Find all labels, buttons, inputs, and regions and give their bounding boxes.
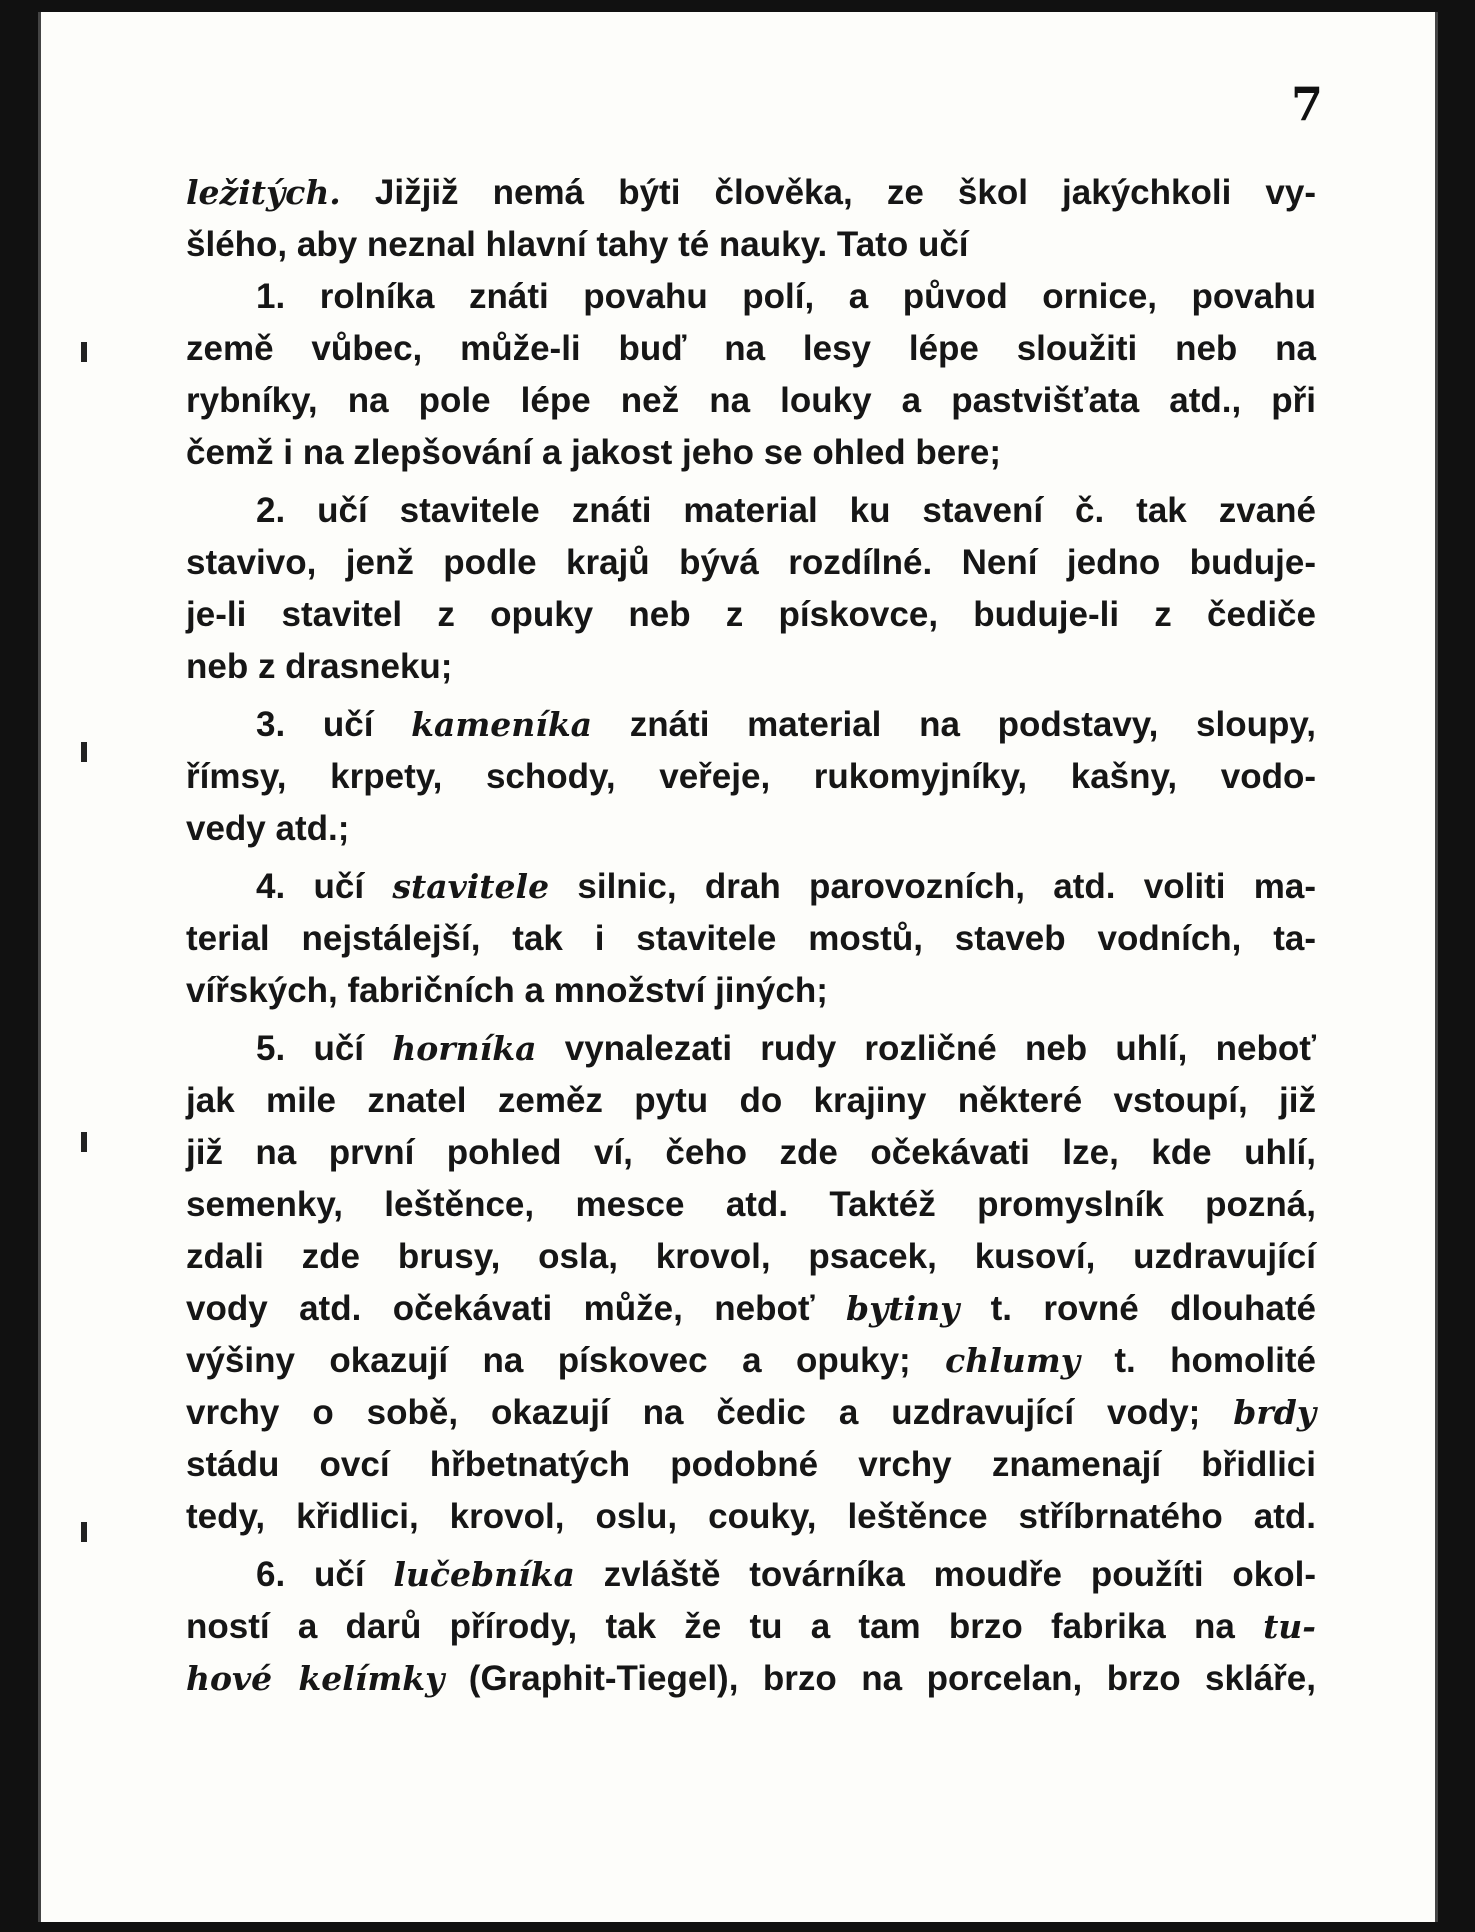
margin-mark xyxy=(81,742,87,762)
text-segment: 5. učí xyxy=(256,1029,393,1068)
text-line xyxy=(186,803,1316,855)
text-line xyxy=(186,1653,1316,1705)
text-segment: tedy, křidlici, krovol, oslu, couky, leštěnce stříbrnatého atd. xyxy=(186,1497,1316,1536)
text-segment: Jižjiž nemá býti člověka, ze škol jakýchkoli vy- xyxy=(340,173,1316,212)
text-line xyxy=(186,1179,1316,1231)
text-line xyxy=(186,1549,1316,1601)
text-segment: 1. rolníka znáti povahu polí, a původ ornice, povahu xyxy=(256,277,1316,316)
text-line xyxy=(186,1231,1316,1283)
text-line xyxy=(186,861,1316,913)
text-segment: 4. učí xyxy=(256,867,393,906)
text-segment: (Graphit-Tiegel), brzo na porcelan, brzo skláře, xyxy=(444,1659,1316,1698)
text-line xyxy=(186,375,1316,427)
text-line xyxy=(186,1075,1316,1127)
text-line xyxy=(186,427,1316,479)
text-segment: šlého, aby neznal hlavní tahy té nauky. Tato učí xyxy=(186,225,969,264)
italic-term: kameníka xyxy=(411,705,593,744)
text-line xyxy=(186,699,1316,751)
text-segment: vody atd. očekávati může, neboť xyxy=(186,1289,847,1328)
text-segment: vrchy o sobě, okazují na čedic a uzdravující vody; xyxy=(186,1393,1234,1432)
text-line xyxy=(186,1491,1316,1543)
italic-term: brdy xyxy=(1233,1393,1316,1432)
text-line xyxy=(186,1335,1316,1387)
text-line xyxy=(186,537,1316,589)
text-segment: terial nejstálejší, tak i stavitele mostů, staveb vodních, ta- xyxy=(186,919,1316,958)
text-line xyxy=(186,323,1316,375)
text-segment: země vůbec, může-li buď na lesy lépe sloužiti neb na xyxy=(186,329,1316,368)
text-line xyxy=(186,271,1316,323)
italic-term: stavitele xyxy=(392,867,550,906)
text-line xyxy=(186,485,1316,537)
text-segment: 6. učí xyxy=(256,1555,394,1594)
book-page xyxy=(38,12,1438,1922)
text-segment: stádu ovcí hřbetnatých podobné vrchy znamenají břidlici xyxy=(186,1445,1316,1484)
margin-mark xyxy=(81,1132,87,1152)
text-line xyxy=(186,589,1316,641)
italic-term: bytiny xyxy=(846,1289,960,1328)
text-segment: stavivo, jenž podle krajů bývá rozdílné. Není jedno buduje- xyxy=(186,543,1316,582)
italic-term: lučebníka xyxy=(393,1555,575,1594)
text-line xyxy=(186,219,1316,271)
text-segment: vynalezati rudy rozličné neb uhlí, neboť xyxy=(536,1029,1316,1068)
body-text xyxy=(186,167,1316,1705)
text-line xyxy=(186,1023,1316,1075)
text-segment: t. homolité xyxy=(1079,1341,1317,1380)
text-line xyxy=(186,1387,1316,1439)
margin-mark xyxy=(81,342,87,362)
text-segment: 2. učí stavitele znáti material ku stavení č. tak zvané xyxy=(256,491,1316,530)
text-segment: zdali zde brusy, osla, krovol, psacek, kusoví, uzdravující xyxy=(186,1237,1316,1276)
text-line xyxy=(186,751,1316,803)
text-segment: ností a darů přírody, tak že tu a tam brzo fabrika na xyxy=(186,1607,1264,1646)
text-segment: rybníky, na pole lépe než na louky a pastvišťata atd., při xyxy=(186,381,1316,420)
italic-term: ležitých. xyxy=(186,173,341,212)
text-segment: vedy atd.; xyxy=(186,809,350,848)
text-segment: znáti material na podstavy, sloupy, xyxy=(592,705,1316,744)
margin-mark xyxy=(81,1522,87,1542)
text-line xyxy=(186,167,1316,219)
text-line xyxy=(186,1283,1316,1335)
text-segment: římsy, krpety, schody, veřeje, rukomyjníky, kašny, vodo- xyxy=(186,757,1316,796)
text-segment: jak mile znatel zeměz pytu do krajiny některé vstoupí, již xyxy=(186,1081,1316,1120)
text-segment: čemž i na zlepšování a jakost jeho se ohled bere; xyxy=(186,433,1001,472)
text-line xyxy=(186,1439,1316,1491)
text-segment: t. rovné dlouhaté xyxy=(959,1289,1316,1328)
text-segment: neb z drasneku; xyxy=(186,647,453,686)
page-number: 7 xyxy=(1291,77,1324,131)
text-segment: 3. učí xyxy=(256,705,412,744)
italic-term: hové kelímky xyxy=(186,1659,445,1698)
italic-term: horníka xyxy=(392,1029,537,1068)
text-line xyxy=(186,1601,1316,1653)
text-segment: vířských, fabričních a množství jiných; xyxy=(186,971,828,1010)
italic-term: tu- xyxy=(1263,1607,1316,1646)
text-line xyxy=(186,1127,1316,1179)
text-line xyxy=(186,965,1316,1017)
text-segment: zvláště továrníka moudře použíti okol- xyxy=(574,1555,1316,1594)
text-segment: silnic, drah parovozních, atd. voliti ma- xyxy=(549,867,1316,906)
text-segment: je-li stavitel z opuky neb z pískovce, buduje-li z čediče xyxy=(186,595,1316,634)
text-segment: výšiny okazují na pískovec a opuky; xyxy=(186,1341,946,1380)
text-line xyxy=(186,913,1316,965)
text-segment: semenky, leštěnce, mesce atd. Taktéž promyslník pozná, xyxy=(186,1185,1316,1224)
italic-term: chlumy xyxy=(945,1341,1080,1380)
text-segment: již na první pohled ví, čeho zde očekávati lze, kde uhlí, xyxy=(186,1133,1316,1172)
text-line xyxy=(186,641,1316,693)
